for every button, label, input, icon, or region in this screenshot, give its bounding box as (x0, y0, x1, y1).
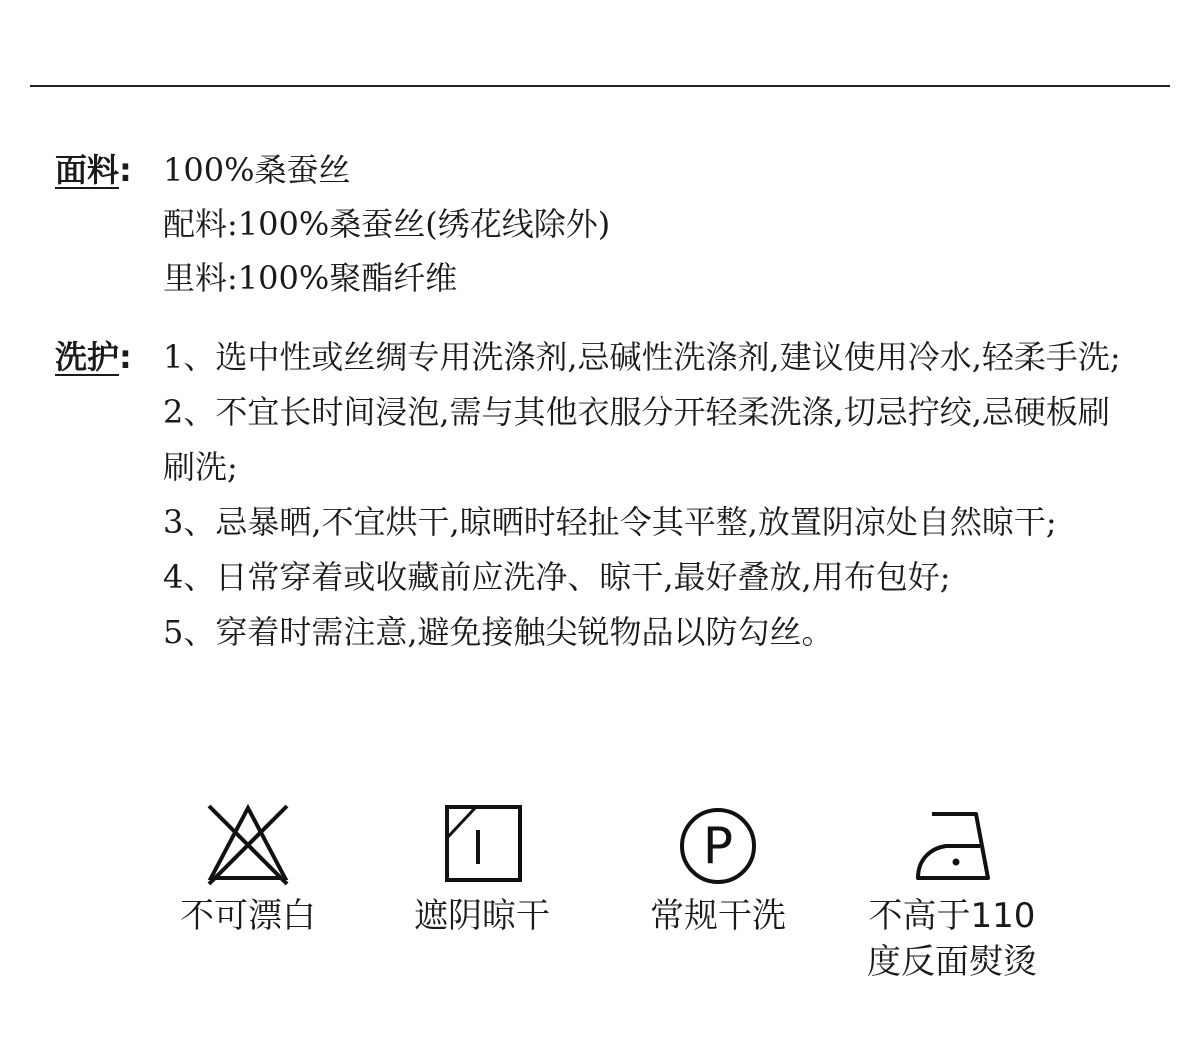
p-glyph: P (702, 817, 734, 875)
no-bleach-label: 不可漂白 (180, 896, 316, 936)
care-list (163, 330, 1138, 660)
care-item: 3、忌暴晒,不宜烘干,晾晒时轻扯令其平整,放置阴凉处自然晾干; (163, 503, 1057, 541)
no-bleach-icon (205, 802, 291, 886)
care-item: 5、穿着时需注意,避免接触尖锐物品以防勾丝。 (163, 613, 834, 651)
material-lining: 里料:100%聚酯纤维 (163, 259, 458, 297)
material-main: 100%桑蚕丝 (163, 151, 351, 189)
material-heading: 面料: (55, 151, 132, 189)
dry-clean-label: 常规干洗 (650, 896, 786, 936)
top-divider (30, 85, 1170, 87)
material-label: 面料 (55, 151, 120, 189)
shade-dry-icon (444, 804, 524, 884)
iron-low-icon (912, 808, 994, 882)
care-heading: 洗护: (55, 338, 132, 376)
dry-clean-p-icon (678, 806, 758, 886)
iron-label-line1: 不高于110 (868, 896, 1036, 936)
iron-label (846, 893, 1058, 985)
shade-dry-label: 遮阴晾干 (414, 896, 550, 936)
care-item: 4、日常穿着或收藏前应洗净、晾干,最好叠放,用布包好; (163, 558, 951, 596)
iron-label-line2: 度反面熨烫 (867, 942, 1037, 982)
care-item: 1、选中性或丝绸专用洗涤剂,忌碱性洗涤剂,建议使用冷水,轻柔手洗; (163, 338, 1121, 376)
material-accessory: 配料:100%桑蚕丝(绣花线除外) (163, 205, 611, 243)
care-item: 2、不宜长时间浸泡,需与其他衣服分开轻柔洗涤,切忌拧绞,忌硬板刷刷洗; (163, 393, 1110, 486)
care-label: 洗护 (55, 338, 120, 376)
